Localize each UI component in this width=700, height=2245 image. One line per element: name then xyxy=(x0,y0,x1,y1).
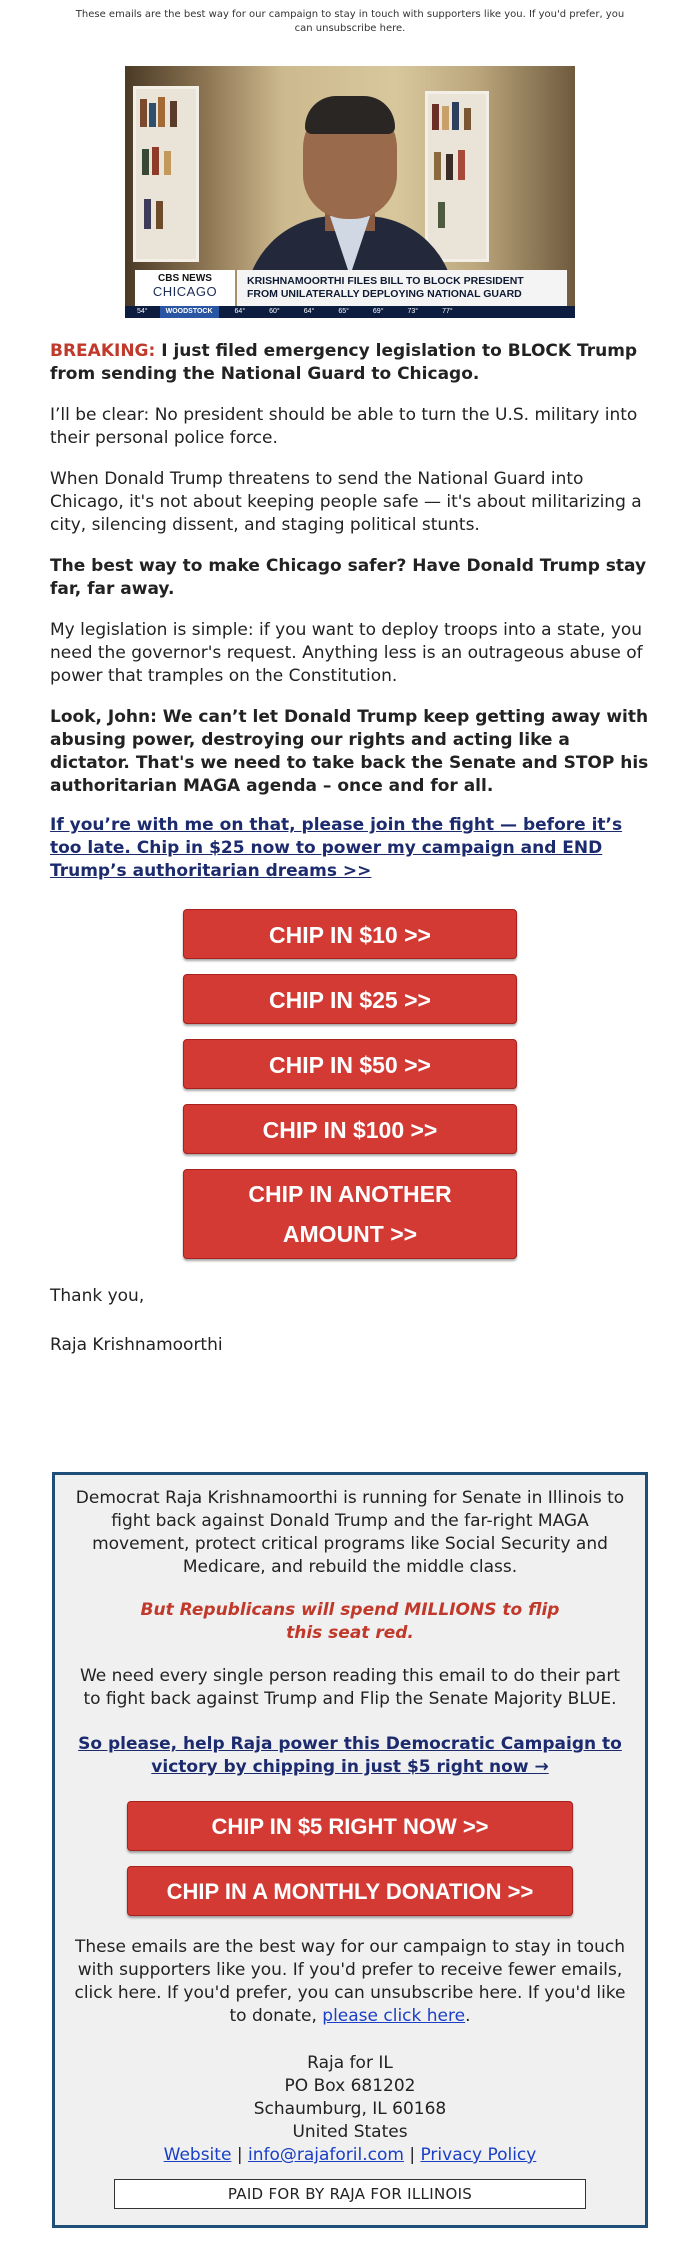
news-headline: KRISHNAMOORTHI FILES BILL TO BLOCK PRESIDENT FROM UNILATERALLY DEPLOYING NATIONAL GUARD xyxy=(237,270,567,306)
footer-box xyxy=(52,1472,648,2228)
chip-in-5-button[interactable]: CHIP IN $5 RIGHT NOW >> xyxy=(127,1801,573,1851)
breaking-label: BREAKING: xyxy=(50,341,156,361)
link-separator: | xyxy=(236,2145,243,2165)
footer-donate-link[interactable]: So please, help Raja power this Democratic Campaign to victory by chipping in just $5 right now → xyxy=(78,1734,622,1777)
address-city: Schaumburg, IL 60168 xyxy=(253,2099,447,2119)
person-hair xyxy=(305,96,395,134)
address-po-box: PO Box 681202 xyxy=(284,2076,416,2096)
footer-ask: We need every single person reading this email to do their part to fight back against Trump and Flip the Senate Majority BLUE. xyxy=(79,1666,621,1709)
footer-notice-end: . xyxy=(465,2006,471,2026)
email-link[interactable]: info@rajaforil.com xyxy=(247,2145,404,2165)
please-click-here-link[interactable]: please click here xyxy=(322,2006,466,2026)
other-amount-line-2: AMOUNT >> xyxy=(282,1221,418,1247)
address-org: Raja for IL xyxy=(307,2053,393,2073)
hero-image[interactable] xyxy=(125,66,575,318)
body-paragraph-5: Look, John: We can’t let Donald Trump keep getting away with abusing power, destroying our rights and acting like a dictator. That's we need to take back the Senate and STOP his authoritarian MAGA agenda – once and for all. xyxy=(50,707,649,796)
address-country: United States xyxy=(292,2122,408,2142)
donate-button-list xyxy=(50,909,650,1259)
email-body xyxy=(0,340,700,1357)
chip-in-50-button[interactable]: CHIP IN $50 >> xyxy=(183,1039,517,1089)
privacy-policy-link[interactable]: Privacy Policy xyxy=(420,2145,537,2165)
link-separator: | xyxy=(409,2145,416,2165)
website-link[interactable]: Website xyxy=(163,2145,232,2165)
preheader-text: These emails are the best way for our campaign to stay in touch with supporters like you. If you'd prefer, you can unsubscribe here. xyxy=(75,9,625,34)
signoff-name: Raja Krishnamoorthi xyxy=(50,1335,223,1355)
body-paragraph-3: The best way to make Chicago safer? Have Donald Trump stay far, far away. xyxy=(50,556,647,599)
chip-in-other-amount-button[interactable] xyxy=(183,1169,517,1259)
donate-cta-link[interactable]: If you’re with me on that, please join the fight — before it’s too late. Chip in $25 now to power my campaign and END Trump’s authoritarian dreams >> xyxy=(50,815,623,881)
paid-for-disclaimer: PAID FOR BY RAJA FOR ILLINOIS xyxy=(114,2179,586,2209)
breaking-text: I just filed emergency legislation to BLOCK Trump from sending the National Guard to Chicago. xyxy=(50,341,638,384)
footer-notice xyxy=(69,1936,631,2028)
mailing-address xyxy=(69,2052,631,2167)
footer-notice-text: These emails are the best way for our campaign to stay in touch with supporters like you. If you'd prefer to receive fewer emails, click here. If you'd prefer, you can unsubscribe here. If you'd like to donate, xyxy=(74,1937,626,2026)
monthly-donation-button[interactable]: CHIP IN A MONTHLY DONATION >> xyxy=(127,1866,573,1916)
footer-warning: But Republicans will spend MILLIONS to flip this seat red. xyxy=(140,1600,560,1643)
bookshelf-right xyxy=(425,91,489,262)
footer-links xyxy=(69,2144,631,2167)
body-paragraph-1: I’ll be clear: No president should be able to turn the U.S. military into their personal police force. xyxy=(50,405,638,448)
body-paragraph-4: My legislation is simple: if you want to deploy troops into a state, you need the governor's request. Anything less is an outrageous abuse of power that tramples on the Constitution. xyxy=(50,620,643,686)
cbs-news-logo: CBS NEWS CHICAGO xyxy=(135,270,235,306)
breaking-paragraph xyxy=(50,340,650,386)
chip-in-25-button[interactable]: CHIP IN $25 >> xyxy=(183,974,517,1024)
bookshelf-left xyxy=(133,86,199,262)
weather-ticker: 54° WOODSTOCK 64° 60° 64° 65° 69° 73° 77° xyxy=(125,306,575,318)
footer-intro: Democrat Raja Krishnamoorthi is running for Senate in Illinois to fight back against Donald Trump and the far-right MAGA movement, protect critical programs like Social Security and Medicare, and rebuild the middle class. xyxy=(75,1488,625,1577)
footer-button-list xyxy=(69,1801,631,1916)
body-paragraph-2: When Donald Trump threatens to send the National Guard into Chicago, it's not about keeping people safe — it's about militarizing a city, silencing dissent, and staging political stunts. xyxy=(50,469,642,535)
signoff-thanks: Thank you, xyxy=(50,1286,145,1306)
chip-in-10-button[interactable]: CHIP IN $10 >> xyxy=(183,909,517,959)
news-lower-third xyxy=(125,270,575,318)
other-amount-line-1: CHIP IN ANOTHER xyxy=(248,1181,452,1207)
chip-in-100-button[interactable]: CHIP IN $100 >> xyxy=(183,1104,517,1154)
